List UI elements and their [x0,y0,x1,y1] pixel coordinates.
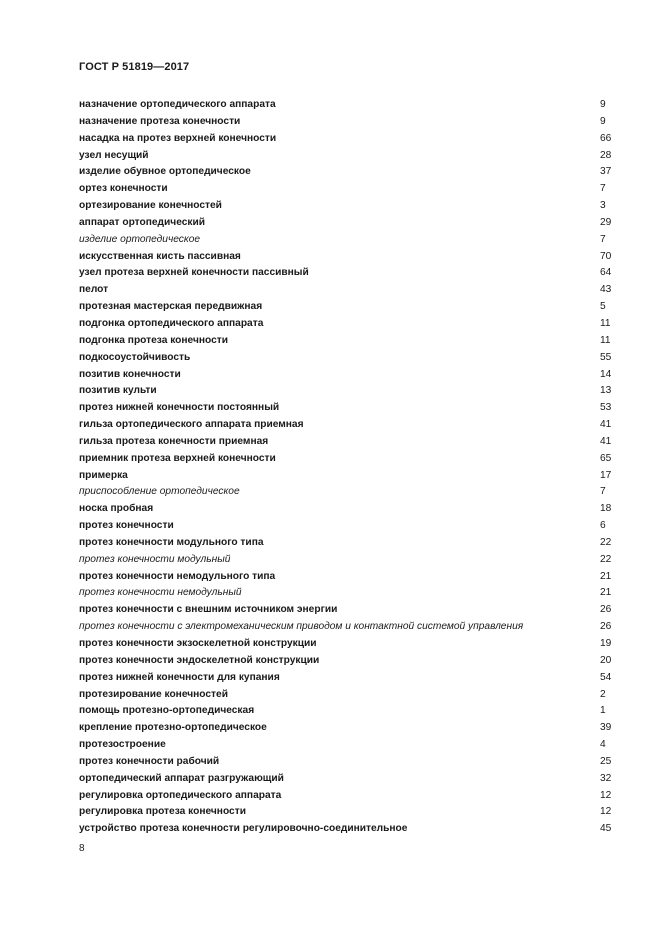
index-term: ортезирование конечностей [79,200,222,212]
index-term-number: 2 [600,688,606,700]
index-term-number: 22 [600,553,612,565]
index-entry [79,367,619,384]
index-entry [79,97,619,114]
index-term-number: 54 [600,671,612,683]
index-term-number: 26 [600,621,612,633]
index-term: устройство протеза конечности регулировочно-соединительное [79,823,408,835]
index-entry [79,468,619,485]
index-term: протез конечности модульный [79,553,231,565]
index-entry [79,687,619,704]
index-term-number: 41 [600,435,612,447]
index-entry [79,771,619,788]
index-term: ортез конечности [79,183,168,195]
index-entry [79,754,619,771]
index-term-number: 37 [600,166,612,178]
index-entry [79,400,619,417]
index-entry [79,164,619,181]
index-term-number: 9 [600,99,606,110]
index-entry [79,703,619,720]
index-term: протез конечности немодульного типа [79,570,276,582]
index-term-number: 17 [600,469,612,481]
index-term: протез нижней конечности постоянный [79,402,280,414]
index-entry [79,249,619,266]
index-entry [79,518,619,535]
index-entry [79,131,619,148]
index-term-number: 13 [600,385,612,397]
index-term-number: 1 [600,705,606,717]
index-entry [79,484,619,501]
index-term: назначение протеза конечности [79,115,241,127]
index-term: протез конечности с внешним источником энергии [79,604,338,616]
index-entry [79,535,619,552]
index-entry [79,282,619,299]
index-term-number: 11 [600,334,611,346]
index-term-number: 32 [600,772,612,784]
index-term: регулировка протеза конечности [79,806,246,818]
index-entry [79,265,619,282]
index-term: позитив конечности [79,368,181,380]
index-term-number: 29 [600,216,612,228]
index-term: протез конечности рабочий [79,755,220,767]
index-term-number: 21 [600,587,612,599]
index-term: протезирование конечностей [79,688,228,700]
index-term: протез конечности экзоскелетной конструкции [79,638,317,649]
index-term: носка пробная [79,503,154,515]
index-term-number: 25 [600,755,612,767]
index-term: подгонка протеза конечности [79,334,229,346]
index-term: подгонка ортопедического аппарата [79,317,264,329]
index-term-number: 66 [600,132,612,144]
index-term-number: 53 [600,402,612,414]
index-entry [79,434,619,451]
index-term-number: 3 [600,200,606,212]
index-entry [79,383,619,400]
index-entry [79,653,619,670]
index-entry [79,215,619,232]
index-term: протез нижней конечности для купания [79,671,280,683]
index-entry [79,333,619,350]
index-term-number: 14 [600,368,612,380]
index-term: позитив культи [79,385,157,397]
document-header: ГОСТ Р 51819—2017 [79,61,190,73]
index-entry [79,198,619,215]
index-term: изделие обувное ортопедическое [79,166,251,178]
index-term-number: 64 [600,267,612,279]
index-term: протез конечности эндоскелетной конструкции [79,654,320,666]
index-term: приспособление ортопедическое [79,486,240,498]
index-term-number: 11 [600,317,611,329]
index-term: ортопедический аппарат разгружающий [79,772,284,784]
index-term-number: 21 [600,570,612,582]
index-term: гильза ортопедического аппарата приемная [79,419,304,431]
index-term: изделие ортопедическое [79,233,201,245]
index-entry [79,821,619,838]
index-term-number: 55 [600,351,612,363]
index-term: узел протеза верхней конечности пассивный [79,267,309,279]
index-entry [79,316,619,333]
index-term: узел несущий [79,149,149,161]
index-term-number: 4 [600,739,606,751]
index-term: регулировка ортопедического аппарата [79,789,282,801]
index-term: гильза протеза конечности приемная [79,435,269,447]
index-entry [79,501,619,518]
index-term: протез конечности с электромеханическим приводом и контактной системой управления [79,621,524,633]
index-term: примерка [79,469,128,481]
index-term: пелот [79,284,109,296]
index-term-number: 43 [600,284,612,296]
index-entry [79,350,619,367]
index-term-number: 12 [600,789,612,801]
index-entry [79,181,619,198]
index-term-number: 45 [600,823,612,835]
index-entry [79,619,619,636]
index-term-number: 19 [600,638,612,649]
index-term: крепление протезно-ортопедическое [79,722,267,734]
index-entry [79,585,619,602]
index-entry [79,552,619,569]
index-term-number: 18 [600,503,612,515]
index-term-number: 22 [600,536,612,548]
index-term: протез конечности модульного типа [79,536,264,548]
index-term-number: 7 [600,233,606,245]
index-entry [79,299,619,316]
term-index-list [79,97,619,838]
index-term-number: 28 [600,149,612,161]
index-entry [79,788,619,805]
index-term-number: 20 [600,654,612,666]
index-entry [79,451,619,468]
index-term: помощь протезно-ортопедическая [79,705,255,717]
index-term: протез конечности немодульный [79,587,242,599]
index-entry [79,636,619,653]
index-entry [79,569,619,586]
index-term-number: 7 [600,183,606,195]
index-entry [79,232,619,249]
index-term: приемник протеза верхней конечности [79,452,276,464]
index-entry [79,737,619,754]
index-term: искусственная кисть пассивная [79,250,241,262]
index-term: аппарат ортопедический [79,216,206,228]
index-entry [79,602,619,619]
index-entry [79,720,619,737]
index-entry [79,417,619,434]
page-number: 8 [79,843,85,854]
index-term-number: 70 [600,250,612,262]
index-term-number: 26 [600,604,612,616]
index-term-number: 9 [600,115,606,127]
index-entry [79,114,619,131]
index-entry [79,670,619,687]
index-term-number: 6 [600,520,606,532]
index-term: протезостроение [79,739,166,751]
index-term-number: 65 [600,452,612,464]
index-term-number: 41 [600,419,612,431]
index-term-number: 7 [600,486,606,498]
index-entry [79,148,619,165]
index-term-number: 39 [600,722,612,734]
index-term: протезная мастерская передвижная [79,301,263,313]
index-entry [79,804,619,821]
index-term: подкосоустойчивость [79,351,191,363]
index-term-number: 12 [600,806,612,818]
index-term: насадка на протез верхней конечности [79,132,277,144]
index-term-number: 5 [600,301,606,313]
index-term: протез конечности [79,520,174,532]
index-term: назначение ортопедического аппарата [79,99,276,110]
